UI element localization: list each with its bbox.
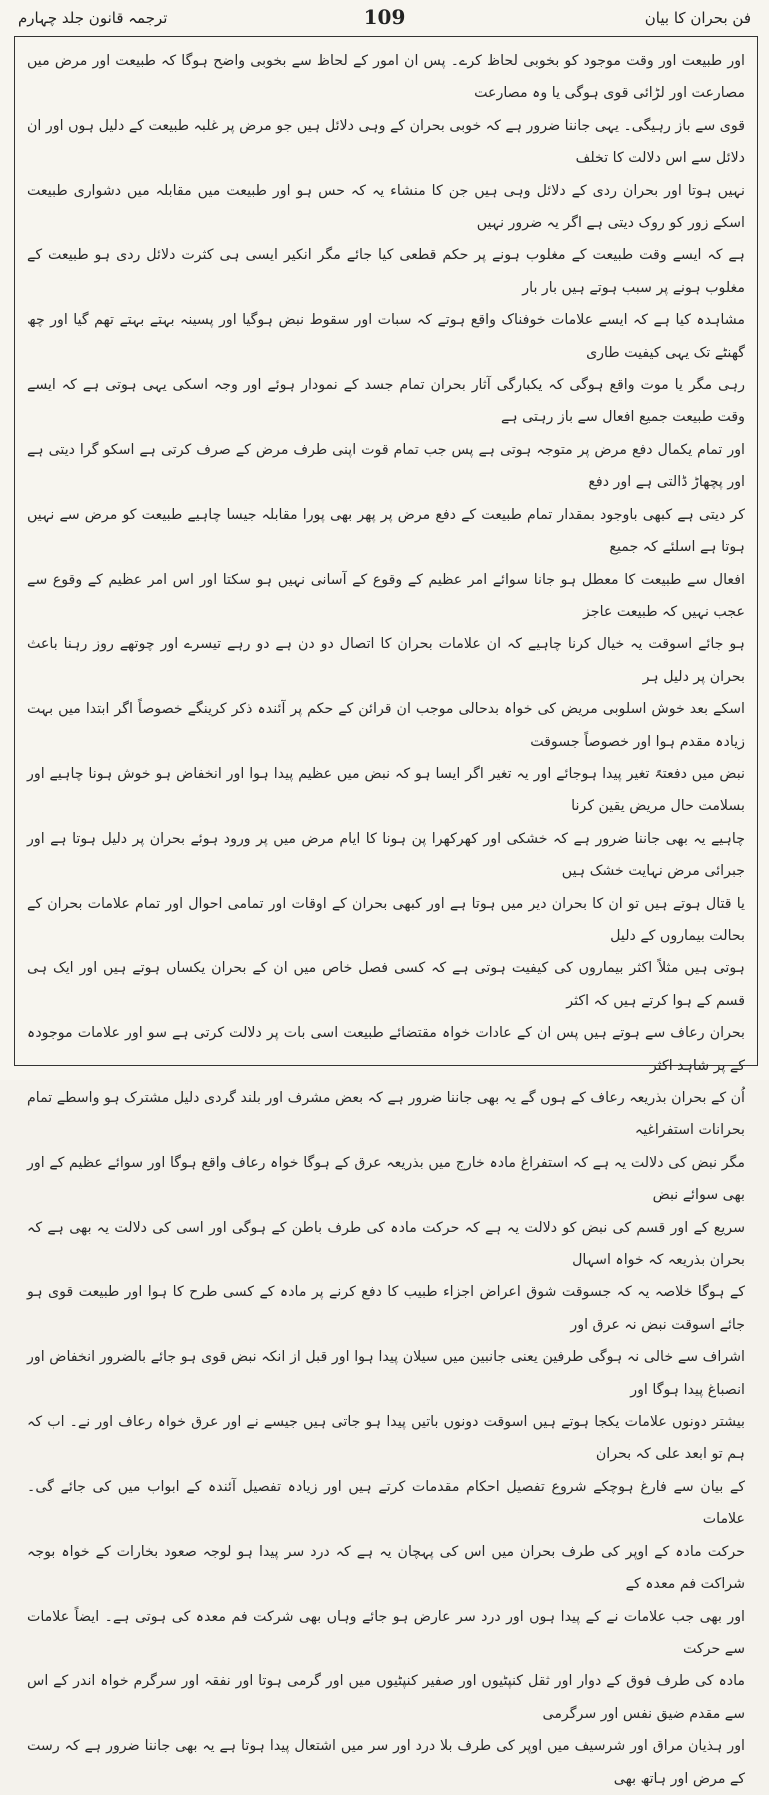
running-title-left: ترجمہ قانون جلد چہارم xyxy=(18,9,168,27)
page-header xyxy=(0,0,769,34)
text-line: قوی سے باز رہیگی۔ یہی جاننا ضرور ہے کہ خوبی بحران کے وہی دلائل ہیں جو مرض پر غلبہ طبیعت کے دلیل ہوں اور ان دلائل سے اس دلالت کا تخلف xyxy=(27,117,745,167)
text-line: بحران رعاف سے ہوتے ہیں پس ان کے عادات خواہ مقتضائے طبیعت اسی بات پر دلالت کرتی ہے سو اور علامات موجودہ کے پر شاہد اکثر xyxy=(27,1025,745,1074)
text-line: اُن کے بحران بذریعہ رعاف کے ہوں گے یہ بھی جاننا ضرور ہے کہ بعض مشرف اور بلند گردی دلیل مشترک ہو واسطے تمام بحرانات استفراغیہ xyxy=(27,1090,745,1139)
text-line: اسکے بعد خوش اسلوبی مریض کی خواہ بدحالی موجب ان قرائن کے حکم پر آئندہ ذکر کرینگے خصوصاً اگر ابتدا میں بہت زیادہ مقدم ہوا اور خصوصاً جسوقت xyxy=(27,701,745,750)
text-line: ہو جائے اسوقت یہ خیال کرنا چاہیے کہ ان علامات بحران کا اتصال دو دن ہے دو رہے تیسرے اور چوتھے روز رہنا باعث بحران پر دلیل ہر xyxy=(27,636,745,685)
text-line: سریع کے اور قسم کی نبض کو دلالت یہ ہے کہ حرکت مادہ کی طرف باطن کے ہوگی اور اسی کی دلالت یہ بھی ہے کہ بحران بذریعہ کہ خواہ اسہال xyxy=(27,1219,745,1269)
text-line: مادہ کی طرف فوق کے دوار اور ثقل کنپٹیوں اور صفیر کنپٹیوں میں اور گرمی ہوتا اور نفقہ اور سرگرم خواہ اندر کے اس سے مقدم ضیق نفس اور سرگرمی xyxy=(27,1673,745,1722)
page-number: 109 xyxy=(363,5,406,29)
text-frame xyxy=(14,36,758,1787)
running-title-right: فن بحران کا بیان xyxy=(644,9,751,27)
text-line: نبض میں دفعتہً تغیر پیدا ہوجائے اور یہ تغیر اگر ایسا ہو کہ نبض میں عظیم پیدا ہوا اور انخفاض ہو خوش ہونا چاہیے اور بسلامت حال مریض یقین کرنا xyxy=(27,765,745,815)
text-line: ہوتی ہیں مثلاً اکثر بیماروں کی کیفیت ہوتی ہے کہ کسی فصل خاص میں ان کے بحران یکساں ہوتے ہیں اور ایک ہی قسم کے ہوا کرتے ہیں کہ اکثر xyxy=(27,960,745,1009)
text-line: کے ہوگا خلاصہ یہ کہ جسوقت شوق اعراض اجزاء طبیب کا دفع کرنے پر مادہ کے کسی طرح کا ہوا اور طبیعت قوی ہو جائے اسوقت نبض نہ عرق اور xyxy=(27,1284,745,1333)
text-line: یا قتال ہوتے ہیں تو ان کا بحران دیر میں ہوتا ہے اور کبھی بحران کے اوقات اور تمامی احوال اور تمام علامات بحران کے بحالت بیماروں کے دلیل xyxy=(27,895,745,944)
text-line: بیشتر دونوں علامات یکجا ہوتے ہیں اسوقت دونوں باتیں پیدا ہو جاتی ہیں جیسے نے اور عرق خواہ رعاف اور نے۔ اب کہ ہم تو ابعد علی کہ بحران xyxy=(27,1414,745,1463)
text-line: کر دیتی ہے کبھی باوجود بمقدار تمام طبیعت کے دفع مرض پر پھر بھی پورا مقابلہ جیسا چاہیے طبیعت کو مرض سے نہیں ہوتا ہے اسلئے کہ جمیع xyxy=(27,506,745,556)
text-line: ہے کہ ایسے وقت طبیعت کے مغلوب ہونے پر حکم قطعی کیا جائے مگر انکیر ایسی ہی کثرت دلائل ردی ہو طبیعت کے مغلوب ہونے پر سبب ہوتے ہیں بار بار xyxy=(27,247,745,296)
text-line: مگر نبض کی دلالت یہ ہے کہ استفراغ مادہ خارج میں بذریعہ عرق کے ہوگا خواہ رعاف واقع ہوگا اور سوائے عظیم کے اور بھی سوائے نبض xyxy=(27,1154,745,1204)
text-line: حرکت مادہ کے اوپر کی طرف بحران میں اس کی پہچان یہ ہے کہ درد سر پیدا ہو لوجہ صعود بخارات کے خواہ بوجہ شراکت فم معدہ کے xyxy=(27,1543,745,1593)
text-line: رہی مگر یا موت واقع ہوگی کہ یکبارگی آثار بحران تمام جسد کے نمودار ہوئے اور وجہ اسکی یہی ہوتی ہے کہ ایسے وقت طبیعت جمیع افعال سے باز رہتی ہے xyxy=(27,377,745,426)
body-text xyxy=(15,37,757,1795)
text-line: اور تمام یکمال دفع مرض پر متوجہ ہوتی ہے پس جب تمام قوت اپنی طرف مرض کے صرف کرتی ہے اسکو گرا دیتی ہے اور پچھاڑ ڈالتی ہے اور دفع xyxy=(27,441,745,491)
text-line: اشراف سے خالی نہ ہوگی طرفین یعنی جانبین میں سیلان پیدا ہوا اور قبل از انکہ نبض قوی ہو جائے بالضرور انخفاض اور انصباغ پیدا ہوگا اور xyxy=(27,1349,745,1398)
text-line: اور بھی جب علامات نے کے پیدا ہوں اور درد سر عارض ہو جائے وہاں بھی شرکت فم معدہ کی ہوتی ہے۔ ایضاً علامات سے حرکت xyxy=(27,1608,745,1657)
text-line: اور طبیعت اور وقت موجود کو بخوبی لحاظ کرے۔ پس ان امور کے لحاظ سے بخوبی واضح ہوگا کہ طبیعت اور مرض میں مصارعت اور لڑائی قوی ہوگی یا وہ مصارعت xyxy=(27,53,745,102)
text-line: چاہیے یہ بھی جاننا ضرور ہے کہ خشکی اور کھرکھرا پن ہونا کا ایام مرض میں پر ورود ہوئے بحران پر دلیل ہوتا ہے اور جبرائی مرض نہایت خشک ہیں xyxy=(27,830,745,880)
text-line: مشاہدہ کیا ہے کہ ایسے علامات خوفناک واقع ہوتے کہ سبات اور سقوط نبض ہوگیا اور پسینہ بہتے بہتے تھم گیا اور چھ گھنٹے تک یہی کیفیت طاری xyxy=(27,312,745,361)
text-line: اور ہذیان مراق اور شرسیف میں اوپر کی طرف بلا درد اور سر میں اشتعال پیدا ہوتا ہے یہ بھی جاننا ضرور ہے کہ رست کے مرض اور ہاتھ بھی xyxy=(27,1738,745,1787)
text-line: افعال سے طبیعت کا معطل ہو جانا سوائے امر عظیم کے وقوع کے آسانی نہیں ہو سکتا اور اس امر عظیم کے وقوع سے عجب نہیں کہ طبیعت عاجز xyxy=(27,571,745,620)
text-line: نہیں ہوتا اور بحران ردی کے دلائل وہی ہیں جن کا منشاء یہ کہ حس ہو اور طبیعت میں مقابلہ میں دشواری طبیعت اسکے زور کو روک دیتی ہے اگر یہ ضرور نہیں xyxy=(27,182,745,232)
text-line: کے بیان سے فارغ ہوچکے شروع تفصیل احکام مقدمات کرتے ہیں اور زیادہ تفصیل آئندہ کے ابواب میں کی جائے گی۔ علامات xyxy=(27,1478,745,1528)
